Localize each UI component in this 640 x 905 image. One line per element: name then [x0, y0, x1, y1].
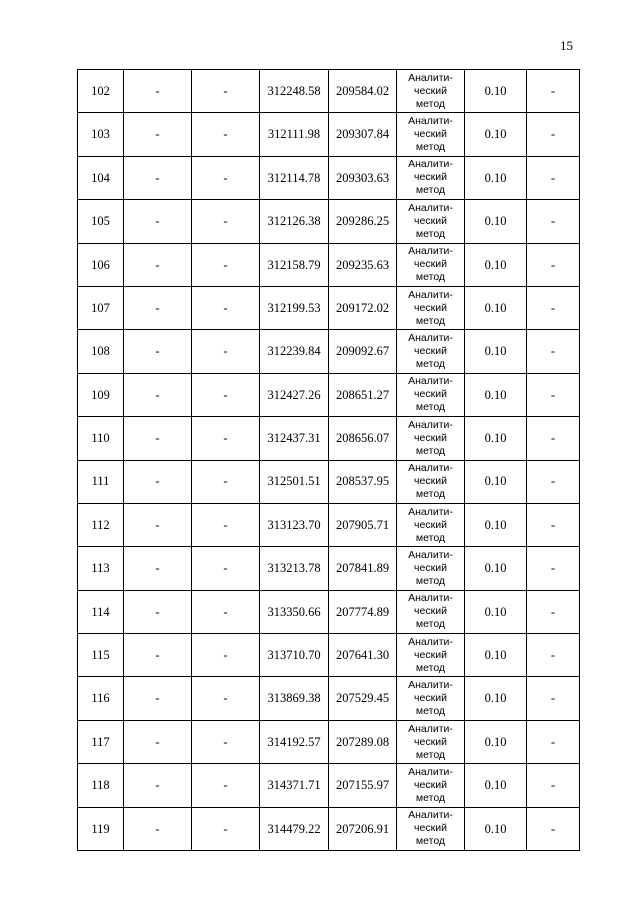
- coordinates-table: [77, 69, 580, 851]
- method-cell: [397, 590, 465, 633]
- method-line: ческий: [414, 518, 447, 531]
- accuracy-cell: 0.10: [465, 547, 527, 590]
- accuracy-cell: 0.10: [465, 156, 527, 199]
- description-cell: -: [527, 503, 580, 546]
- method-cell: [397, 503, 465, 546]
- accuracy-cell: 0.10: [465, 113, 527, 156]
- table-row: [78, 417, 580, 460]
- method-line: ческий: [414, 345, 447, 358]
- table-body: [78, 70, 580, 851]
- method-line: метод: [415, 358, 446, 371]
- point-number-cell: 112: [78, 503, 124, 546]
- method-cell: [397, 70, 465, 113]
- x-coordinate-cell: 312239.84: [260, 330, 329, 373]
- point-number-cell: 106: [78, 243, 124, 286]
- x-coordinate-cell: 312437.31: [260, 417, 329, 460]
- accuracy-cell: 0.10: [465, 200, 527, 243]
- method-line: метод: [415, 618, 446, 631]
- old-x-cell: -: [124, 590, 192, 633]
- x-coordinate-cell: 314479.22: [260, 807, 329, 850]
- point-number-cell: 118: [78, 764, 124, 807]
- method-line: ческий: [414, 475, 447, 488]
- x-coordinate-cell: 312501.51: [260, 460, 329, 503]
- method-line: Аналити-: [408, 245, 453, 258]
- method-line: ческий: [414, 561, 447, 574]
- description-cell: -: [527, 677, 580, 720]
- accuracy-cell: 0.10: [465, 330, 527, 373]
- table-row: [78, 286, 580, 329]
- method-line: метод: [415, 271, 446, 284]
- old-x-cell: -: [124, 70, 192, 113]
- accuracy-cell: 0.10: [465, 677, 527, 720]
- method-line: ческий: [414, 258, 447, 271]
- old-x-cell: -: [124, 677, 192, 720]
- description-cell: -: [527, 70, 580, 113]
- old-y-cell: -: [192, 243, 260, 286]
- method-line: метод: [415, 705, 446, 718]
- old-x-cell: -: [124, 417, 192, 460]
- x-coordinate-cell: 313869.38: [260, 677, 329, 720]
- method-line: Аналити-: [408, 809, 453, 822]
- method-line: метод: [415, 531, 446, 544]
- old-x-cell: -: [124, 200, 192, 243]
- old-y-cell: -: [192, 330, 260, 373]
- y-coordinate-cell: 207841.89: [329, 547, 397, 590]
- table-row: [78, 764, 580, 807]
- method-cell: [397, 200, 465, 243]
- x-coordinate-cell: 313350.66: [260, 590, 329, 633]
- method-line: метод: [415, 488, 446, 501]
- accuracy-cell: 0.10: [465, 720, 527, 763]
- method-line: Аналити-: [408, 158, 453, 171]
- y-coordinate-cell: 208537.95: [329, 460, 397, 503]
- accuracy-cell: 0.10: [465, 70, 527, 113]
- y-coordinate-cell: 209172.02: [329, 286, 397, 329]
- accuracy-cell: 0.10: [465, 807, 527, 850]
- method-line: ческий: [414, 431, 447, 444]
- method-line: ческий: [414, 692, 447, 705]
- method-line: ческий: [414, 128, 447, 141]
- method-cell: [397, 330, 465, 373]
- description-cell: -: [527, 286, 580, 329]
- description-cell: -: [527, 460, 580, 503]
- y-coordinate-cell: 208656.07: [329, 417, 397, 460]
- method-line: метод: [415, 444, 446, 457]
- table-row: [78, 677, 580, 720]
- point-number-cell: 113: [78, 547, 124, 590]
- table-row: [78, 503, 580, 546]
- point-number-cell: 109: [78, 373, 124, 416]
- x-coordinate-cell: 314371.71: [260, 764, 329, 807]
- method-line: метод: [415, 835, 446, 848]
- x-coordinate-cell: 314192.57: [260, 720, 329, 763]
- point-number-cell: 108: [78, 330, 124, 373]
- y-coordinate-cell: 207155.97: [329, 764, 397, 807]
- method-line: Аналити-: [408, 505, 453, 518]
- x-coordinate-cell: 313710.70: [260, 634, 329, 677]
- old-x-cell: -: [124, 547, 192, 590]
- point-number-cell: 103: [78, 113, 124, 156]
- table-row: [78, 807, 580, 850]
- table-row: [78, 70, 580, 113]
- y-coordinate-cell: 209584.02: [329, 70, 397, 113]
- method-line: ческий: [414, 735, 447, 748]
- old-x-cell: -: [124, 243, 192, 286]
- method-line: Аналити-: [408, 418, 453, 431]
- method-cell: [397, 720, 465, 763]
- description-cell: -: [527, 373, 580, 416]
- old-x-cell: -: [124, 503, 192, 546]
- table-row: [78, 460, 580, 503]
- method-line: метод: [415, 314, 446, 327]
- table-row: [78, 113, 580, 156]
- method-cell: [397, 677, 465, 720]
- method-line: Аналити-: [408, 375, 453, 388]
- method-line: Аналити-: [408, 115, 453, 128]
- method-line: метод: [415, 661, 446, 674]
- method-line: метод: [415, 97, 446, 110]
- old-x-cell: -: [124, 156, 192, 199]
- method-line: Аналити-: [408, 765, 453, 778]
- x-coordinate-cell: 312126.38: [260, 200, 329, 243]
- table-row: [78, 330, 580, 373]
- y-coordinate-cell: 209286.25: [329, 200, 397, 243]
- old-y-cell: -: [192, 417, 260, 460]
- description-cell: -: [527, 590, 580, 633]
- method-line: Аналити-: [408, 71, 453, 84]
- method-line: метод: [415, 184, 446, 197]
- method-line: ческий: [414, 388, 447, 401]
- method-line: Аналити-: [408, 332, 453, 345]
- y-coordinate-cell: 209235.63: [329, 243, 397, 286]
- accuracy-cell: 0.10: [465, 764, 527, 807]
- method-cell: [397, 286, 465, 329]
- old-x-cell: -: [124, 460, 192, 503]
- x-coordinate-cell: 312248.58: [260, 70, 329, 113]
- old-y-cell: -: [192, 286, 260, 329]
- method-cell: [397, 460, 465, 503]
- point-number-cell: 114: [78, 590, 124, 633]
- method-line: ческий: [414, 778, 447, 791]
- method-line: метод: [415, 227, 446, 240]
- point-number-cell: 111: [78, 460, 124, 503]
- x-coordinate-cell: 312199.53: [260, 286, 329, 329]
- method-line: метод: [415, 401, 446, 414]
- method-line: ческий: [414, 605, 447, 618]
- point-number-cell: 104: [78, 156, 124, 199]
- method-line: Аналити-: [408, 635, 453, 648]
- description-cell: -: [527, 243, 580, 286]
- accuracy-cell: 0.10: [465, 634, 527, 677]
- method-line: метод: [415, 748, 446, 761]
- method-cell: [397, 243, 465, 286]
- accuracy-cell: 0.10: [465, 243, 527, 286]
- old-x-cell: -: [124, 330, 192, 373]
- description-cell: -: [527, 764, 580, 807]
- method-line: ческий: [414, 84, 447, 97]
- x-coordinate-cell: 312111.98: [260, 113, 329, 156]
- old-y-cell: -: [192, 113, 260, 156]
- method-line: метод: [415, 574, 446, 587]
- y-coordinate-cell: 207289.08: [329, 720, 397, 763]
- description-cell: -: [527, 330, 580, 373]
- description-cell: -: [527, 547, 580, 590]
- y-coordinate-cell: 207529.45: [329, 677, 397, 720]
- old-y-cell: -: [192, 807, 260, 850]
- point-number-cell: 102: [78, 70, 124, 113]
- method-line: ческий: [414, 171, 447, 184]
- y-coordinate-cell: 207206.91: [329, 807, 397, 850]
- old-y-cell: -: [192, 677, 260, 720]
- table-row: [78, 634, 580, 677]
- point-number-cell: 117: [78, 720, 124, 763]
- method-cell: [397, 417, 465, 460]
- method-line: метод: [415, 791, 446, 804]
- x-coordinate-cell: 312427.26: [260, 373, 329, 416]
- old-y-cell: -: [192, 590, 260, 633]
- old-y-cell: -: [192, 460, 260, 503]
- method-line: ческий: [414, 822, 447, 835]
- old-y-cell: -: [192, 503, 260, 546]
- method-cell: [397, 807, 465, 850]
- table-row: [78, 156, 580, 199]
- description-cell: -: [527, 200, 580, 243]
- method-cell: [397, 634, 465, 677]
- old-x-cell: -: [124, 373, 192, 416]
- accuracy-cell: 0.10: [465, 373, 527, 416]
- old-y-cell: -: [192, 156, 260, 199]
- old-x-cell: -: [124, 720, 192, 763]
- y-coordinate-cell: 207641.30: [329, 634, 397, 677]
- method-cell: [397, 373, 465, 416]
- point-number-cell: 105: [78, 200, 124, 243]
- old-x-cell: -: [124, 113, 192, 156]
- x-coordinate-cell: 312158.79: [260, 243, 329, 286]
- method-line: ческий: [414, 214, 447, 227]
- method-line: Аналити-: [408, 548, 453, 561]
- description-cell: -: [527, 156, 580, 199]
- method-line: ческий: [414, 301, 447, 314]
- method-cell: [397, 113, 465, 156]
- accuracy-cell: 0.10: [465, 460, 527, 503]
- accuracy-cell: 0.10: [465, 590, 527, 633]
- old-x-cell: -: [124, 807, 192, 850]
- table-row: [78, 547, 580, 590]
- table-row: [78, 590, 580, 633]
- old-y-cell: -: [192, 764, 260, 807]
- x-coordinate-cell: 312114.78: [260, 156, 329, 199]
- method-line: Аналити-: [408, 679, 453, 692]
- point-number-cell: 119: [78, 807, 124, 850]
- table-row: [78, 243, 580, 286]
- y-coordinate-cell: 208651.27: [329, 373, 397, 416]
- method-cell: [397, 764, 465, 807]
- description-cell: -: [527, 720, 580, 763]
- point-number-cell: 115: [78, 634, 124, 677]
- old-y-cell: -: [192, 373, 260, 416]
- old-x-cell: -: [124, 286, 192, 329]
- x-coordinate-cell: 313213.78: [260, 547, 329, 590]
- description-cell: -: [527, 417, 580, 460]
- method-line: Аналити-: [408, 288, 453, 301]
- y-coordinate-cell: 207905.71: [329, 503, 397, 546]
- method-cell: [397, 547, 465, 590]
- old-y-cell: -: [192, 547, 260, 590]
- table-row: [78, 373, 580, 416]
- y-coordinate-cell: 209303.63: [329, 156, 397, 199]
- accuracy-cell: 0.10: [465, 417, 527, 460]
- accuracy-cell: 0.10: [465, 286, 527, 329]
- old-y-cell: -: [192, 70, 260, 113]
- accuracy-cell: 0.10: [465, 503, 527, 546]
- old-x-cell: -: [124, 764, 192, 807]
- description-cell: -: [527, 807, 580, 850]
- method-line: ческий: [414, 648, 447, 661]
- old-y-cell: -: [192, 720, 260, 763]
- y-coordinate-cell: 209307.84: [329, 113, 397, 156]
- method-line: Аналити-: [408, 722, 453, 735]
- method-line: Аналити-: [408, 201, 453, 214]
- page-number: 15: [560, 38, 573, 53]
- description-cell: -: [527, 113, 580, 156]
- old-y-cell: -: [192, 634, 260, 677]
- x-coordinate-cell: 313123.70: [260, 503, 329, 546]
- old-x-cell: -: [124, 634, 192, 677]
- y-coordinate-cell: 207774.89: [329, 590, 397, 633]
- table-row: [78, 720, 580, 763]
- table-row: [78, 200, 580, 243]
- method-line: метод: [415, 141, 446, 154]
- method-line: Аналити-: [408, 462, 453, 475]
- method-line: Аналити-: [408, 592, 453, 605]
- old-y-cell: -: [192, 200, 260, 243]
- point-number-cell: 110: [78, 417, 124, 460]
- point-number-cell: 107: [78, 286, 124, 329]
- y-coordinate-cell: 209092.67: [329, 330, 397, 373]
- method-cell: [397, 156, 465, 199]
- point-number-cell: 116: [78, 677, 124, 720]
- description-cell: -: [527, 634, 580, 677]
